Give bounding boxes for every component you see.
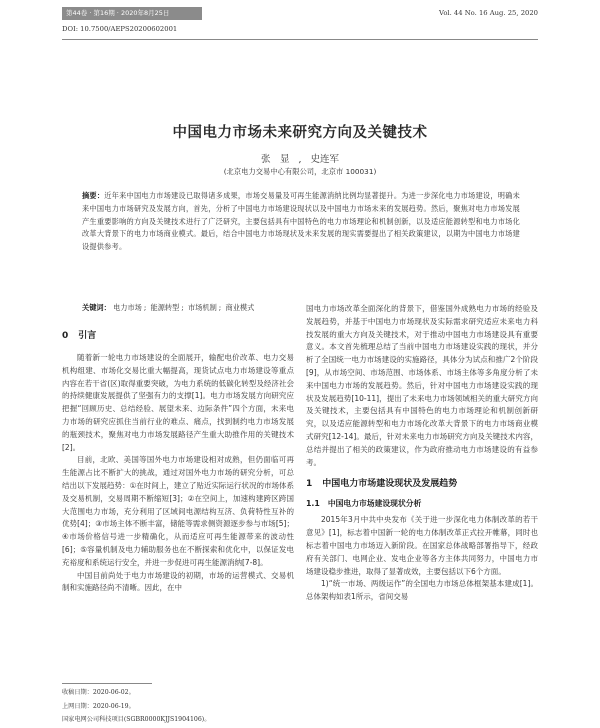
- revised-date: 上网日期：2020-06-19。: [62, 702, 135, 710]
- affiliation: (北京电力交易中心有限公司，北京市 100031): [223, 167, 377, 176]
- left-column: [62, 326, 294, 595]
- author-list: 张 显 , 史连军: [260, 154, 340, 165]
- keyword: 市场机制: [188, 303, 217, 312]
- subsection-title: 中国电力市场建设现状分析: [327, 499, 422, 509]
- author-name: 张 显: [260, 154, 290, 165]
- fund-info: 国家电网公司科技项目(SGBR0000KJJS1904106)。: [62, 716, 211, 723]
- journal-issue-bar: [62, 7, 202, 20]
- subsection-heading: [306, 498, 538, 510]
- issue-info: 第44卷 · 第16期 · 2020年8月25日: [66, 9, 170, 17]
- right-column: [306, 303, 538, 604]
- section-heading: [306, 478, 538, 490]
- keyword: 商业模式: [225, 303, 255, 312]
- article-title: 中国电力市场未来研究方向及关键技术: [172, 125, 428, 141]
- abstract-text: 近年来中国电力市场建设已取得诸多成果，市场交易量及可再生能源消纳比例均显著提升。为进一步深化电力市场建设，明确未来中国电力市场研究及发展方向，首先，分析了中国电力市场建设现状以及中国电力市场未来的发展趋势。然后，聚焦对电力市场发展产生重要影响的方向及关键技术进行了广泛研究，主要包括具有中国特色的电力市场理论和机制创新，以及适应能源转型和电力市场化改革大背景下的电力市场商业模式。最后，结合中国电力市场现状及未来发展的现实需要提出了相关政策建议，以期为中国电力市场建设提供参考。: [82, 191, 520, 252]
- footnote-divider: [62, 683, 152, 684]
- issue-info-english: Vol. 44 No. 16 Aug. 25, 2020: [439, 9, 538, 17]
- body-paragraph: 中国目前尚处于电力市场建设的初期，市场的运营模式、交易机制和实施路径尚不清晰。因此，在中: [62, 570, 294, 593]
- abstract-label: 摘要：: [82, 191, 105, 200]
- body-paragraph: 2015年3月中共中央发布《关于进一步深化电力体制改革的若干意见》[1]，标志着中国新一轮的电力体制改革正式拉开帷幕，同时也标志着中国电力市场迈入新阶段。在国家总体战略部署指导下，经政府有关部门、电网企业、发电企业等各方主体共同努力，中国电力市场建设稳步推进，取得了显著成效，主要包括以下6个方面。: [306, 515, 538, 576]
- keyword: 电力市场: [113, 303, 142, 312]
- author-name: 史连军: [310, 154, 340, 165]
- body-paragraph: 目前，北欧、美国等国外电力市场建设相对成熟，但仍面临可再生能源占比不断扩大的挑战，通过对国外电力市场的研究分析，可总结出以下发展趋势：①在时间上，建立了贴近实际运行状况的市场体系及交易机制，交易周期不断缩短[3]；②在空间上，加速构建跨区跨国大范围电力市场，充分利用了区域间电源结构互济、负荷特性互补的优势[4]；③市场主体不断丰富，储能等需求侧资源逐步参与市场[5]；④市场价格信号进一步精确化，从而适应可再生能源带来的波动性[6]；⑤容量机制及电力辅助服务也在不断探索和优化中，以保证发电充裕度和系统运行安全，并进一步促进可再生能源消纳[7-8]。: [62, 455, 294, 567]
- header-divider: [62, 39, 538, 40]
- keyword: 能源转型: [150, 303, 180, 312]
- doi[interactable]: DOI: 10.7500/AEPS20200602001: [62, 25, 178, 33]
- abstract: [82, 190, 520, 254]
- keywords-label: 关键词：: [82, 303, 111, 312]
- footnotes: [62, 686, 210, 727]
- section-number: 1: [306, 479, 313, 490]
- received-date: 收稿日期：2020-06-02。: [62, 689, 135, 696]
- section-number: 0: [62, 331, 69, 341]
- body-paragraph: 随着新一轮电力市场建设的全面展开，输配电价改革、电力交易机构组建、市场化交易比重大幅提高，现货试点电力市场建设等重点内容在若干省(区)取得重要突破，为电力系统的低碳化转型及经济社会的持续健康发展提供了坚强有力的支撑[1]。电力市场发展方向研究应把握“回顾历史、总结经验、展望未来、边际条件”四个方面，未来电力市场的研究应抓住当前行业的难点、痛点，找到制约电力市场发展的瓶颈技术，聚焦对电力市场发展路径产生重大助推作用的关键技术[2]。: [62, 353, 294, 452]
- section-title: 引言: [78, 331, 97, 341]
- section-heading: [62, 330, 294, 342]
- subsection-number: 1.1: [306, 499, 320, 509]
- body-paragraph: 1)“统一市场、两级运作”的全国电力市场总体框架基本建成[1]。总体架构如表1所示，省间交易: [306, 579, 538, 602]
- keywords: 关键词： 电力市场 ; 能源转型 ; 市场机制 ; 商业模式: [82, 303, 255, 312]
- body-paragraph: 国电力市场改革全面深化的背景下，借鉴国外成熟电力市场的经验及发展趋势，并基于中国电力市场现状及实际需求研究适应未来电力科技发展的重大方向及关键技术，对于推动中国电力市场建设具有重要意义。本文首先梳理总结了当前中国电力市场建设实践的现状，并分析了全国统一电力市场建设的实施路径，具体分为试点和推广2个阶段[9]，从市场空间、市场范围、市场体系、市场主体等多角度分析了未来中国电力市场的发展趋势。然后，针对中国电力市场建设实践的现状及发展趋势[10-11]，提出了未来电力市场领域相关的重大研究方向及关键技术，主要包括具有中国特色的电力市场理论和机制创新研究，以及适应能源转型和电力市场化改革大背景下的电力市场商业模式研究[12-14]。最后，针对未来电力市场研究方向及关键技术内容，总结并提出了相关的政策建议，作为政府推动电力市场建设的有益参考。: [306, 304, 538, 467]
- section-title: 中国电力市场建设现状及发展趋势: [322, 479, 458, 490]
